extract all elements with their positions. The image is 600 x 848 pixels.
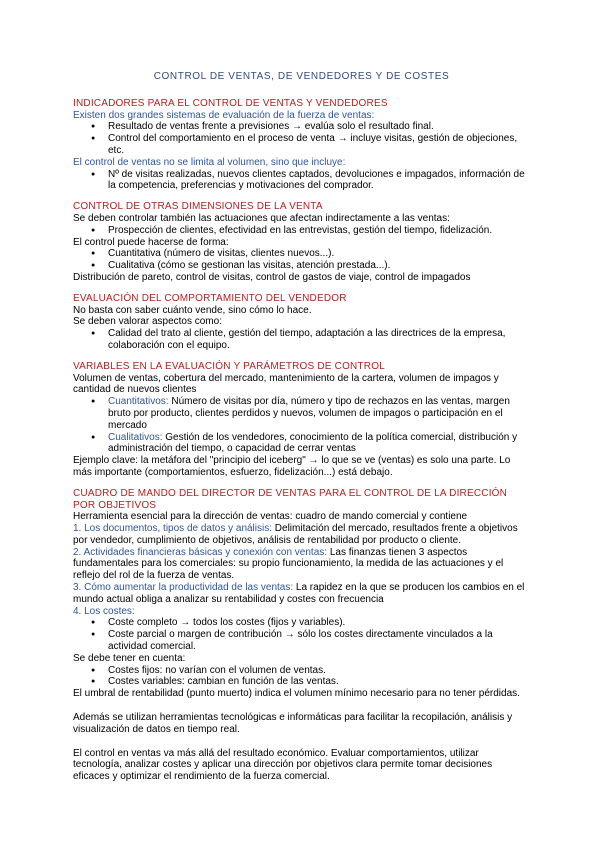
- list-item: ● Resultado de ventas frente a previsiones → evalúa solo el resultado final.: [108, 121, 530, 133]
- list-item: ● Calidad del trato al cliente, gestión del tiempo, adaptación a las directrices de la empresa, colaboración con el equipo.: [108, 328, 530, 352]
- list-item: ● Costes fijos: no varían con el volumen de ventas.: [108, 665, 530, 677]
- point-text: La rapidez en la que se producen los cambios en el mundo actual obliga a analizar su rentabilidad y costes con frecuencia: [73, 582, 525, 605]
- list-item: ● Coste parcial o margen de contribución → sólo los costes directamente vinculados a la actividad comercial.: [108, 629, 530, 653]
- paragraph: Se debe tener en cuenta:: [73, 652, 186, 664]
- list-item: ● Cualitativa (cómo se gestionan las visitas, atención prestada...).: [108, 260, 530, 272]
- point-text: Las finanzas tienen 3 aspectos fundamentales para los comerciales: su propio funcionamiento, la medida de las actuaciones y el reflejo del rol de la fuerza de ventas.: [73, 546, 504, 582]
- bullet-list: [73, 396, 530, 455]
- bullet-list: [73, 617, 530, 652]
- bullet-list: [73, 225, 530, 237]
- list-item: [108, 396, 530, 431]
- section-otras-dimensiones: [73, 201, 530, 284]
- section-heading: INDICADORES PARA EL CONTROL DE VENTAS Y VENDEDORES: [73, 97, 388, 109]
- bullet-list: [73, 328, 530, 352]
- numbered-point: [73, 523, 530, 547]
- paragraph: Volumen de ventas, cobertura del mercado, mantenimiento de la cartera, volumen de impagos y cantidad de nuevos clientes: [73, 372, 499, 396]
- document-title: CONTROL DE VENTAS, DE VENDEDORES Y DE COSTES: [153, 71, 450, 82]
- section-heading: CUADRO DE MANDO DEL DIRECTOR DE VENTAS PARA EL CONTROL DE LA DIRECCIÓN POR OBJETIVOS: [73, 487, 508, 511]
- point-label: 2. Actividades financieras básicas y conexión con ventas:: [73, 546, 328, 558]
- bullet-list: [73, 665, 530, 689]
- paragraph: Ejemplo clave: la metáfora del "principio del iceberg" → lo que se ve (ventas) es solo una parte. Lo más importante (comportamientos, esfuerzo, fidelización...) está debajo.: [73, 455, 511, 478]
- bullet-list: [73, 248, 530, 272]
- paragraph: Se deben controlar también las actuaciones que afectan indirectamente a las ventas:: [73, 212, 450, 224]
- list-item: ● Prospección de clientes, efectividad en las entrevistas, gestión del tiempo, fidelización.: [108, 225, 530, 237]
- numbered-point: [73, 582, 530, 606]
- section-intro: El control de ventas no se limita al volumen, sino que incluye:: [73, 156, 346, 168]
- paragraph: Distribución de pareto, control de visitas, control de gastos de viaje, control de impagados: [73, 271, 471, 283]
- section-heading: VARIABLES EN LA EVALUACIÓN Y PARÁMETROS DE CONTROL: [73, 360, 385, 372]
- section-heading: CONTROL DE OTRAS DIMENSIONES DE LA VENTA: [73, 201, 323, 213]
- item-label: Cualitativos:: [108, 431, 163, 443]
- list-item: ● Cuantitativa (número de visitas, clientes nuevos...).: [108, 248, 530, 260]
- numbered-point: [73, 547, 530, 582]
- paragraph: Se deben valorar aspectos como:: [73, 316, 222, 328]
- section-intro: Existen dos grandes sistemas de evaluación de la fuerza de ventas:: [73, 109, 375, 121]
- paragraph: El control puede hacerse de forma:: [73, 236, 229, 248]
- bullet-list: [73, 169, 530, 193]
- item-text: Número de visitas por día, número y tipo de rechazos en las ventas, margen bruto por producto, clientes perdidos y nuevos, volumen de impagos o participación en el mercado: [108, 396, 510, 431]
- section-indicadores: [73, 98, 530, 192]
- list-item: ● Costes variables: cambian en función de las ventas.: [108, 676, 530, 688]
- point-label: 3. Cómo aumentar la productividad de las ventas:: [73, 582, 294, 594]
- section-evaluacion-comportamiento: [73, 293, 530, 352]
- list-item: [108, 432, 530, 456]
- paragraph: El umbral de rentabilidad (punto muerto) indica el volumen mínimo necesario para no tener pérdidas.: [73, 688, 520, 700]
- numbered-point: [73, 606, 530, 618]
- point-label: 4. Los costes:: [73, 605, 135, 617]
- bullet-list: [73, 121, 530, 156]
- point-label: 1. Los documentos, tipos de datos y análisis:: [73, 523, 273, 535]
- section-heading: EVALUACIÓN DEL COMPORTAMIENTO DEL VENDEDOR: [73, 292, 347, 304]
- section-variables-evaluacion: [73, 361, 530, 479]
- item-text: Gestión de los vendedores, conocimiento de la política comercial, distribución y administración del tiempo, o capacidad de cerrar ventas: [108, 431, 518, 455]
- list-item: ● Control del comportamiento en el proceso de venta → incluye visitas, gestión de objeciones, etc.: [108, 133, 530, 157]
- item-label: Cuantitativos:: [108, 396, 169, 408]
- paragraph: Herramienta esencial para la dirección de ventas: cuadro de mando comercial y contiene: [73, 511, 468, 523]
- list-item: ● Coste completo → todos los costes (fijos y variables).: [108, 617, 530, 629]
- closing-paragraph: Además se utilizan herramientas tecnológicas e informáticas para facilitar la recopilación, análisis y visualización de datos en tiempo real.: [73, 712, 513, 735]
- paragraph: No basta con saber cuánto vende, sino cómo lo hace.: [73, 304, 312, 316]
- section-cuadro-de-mando: [73, 488, 530, 700]
- list-item: ● Nº de visitas realizadas, nuevos clientes captados, devoluciones e impagados, información de la competencia, preferencias y motivaciones del comprador.: [108, 169, 530, 193]
- closing-paragraph: El control en ventas va más allá del resultado económico. Evaluar comportamientos, utilizar tecnología, analizar costes y aplicar una dirección por objetivos clara permite tomar decisiones eficaces y optimizar el rendimiento de la fuerza comercial.: [73, 747, 493, 783]
- point-text: Delimitación del mercado, resultados frente a objetivos por vendedor, cumplimiento de objetivos, análisis de rentabilidad por producto o cliente.: [73, 523, 518, 546]
